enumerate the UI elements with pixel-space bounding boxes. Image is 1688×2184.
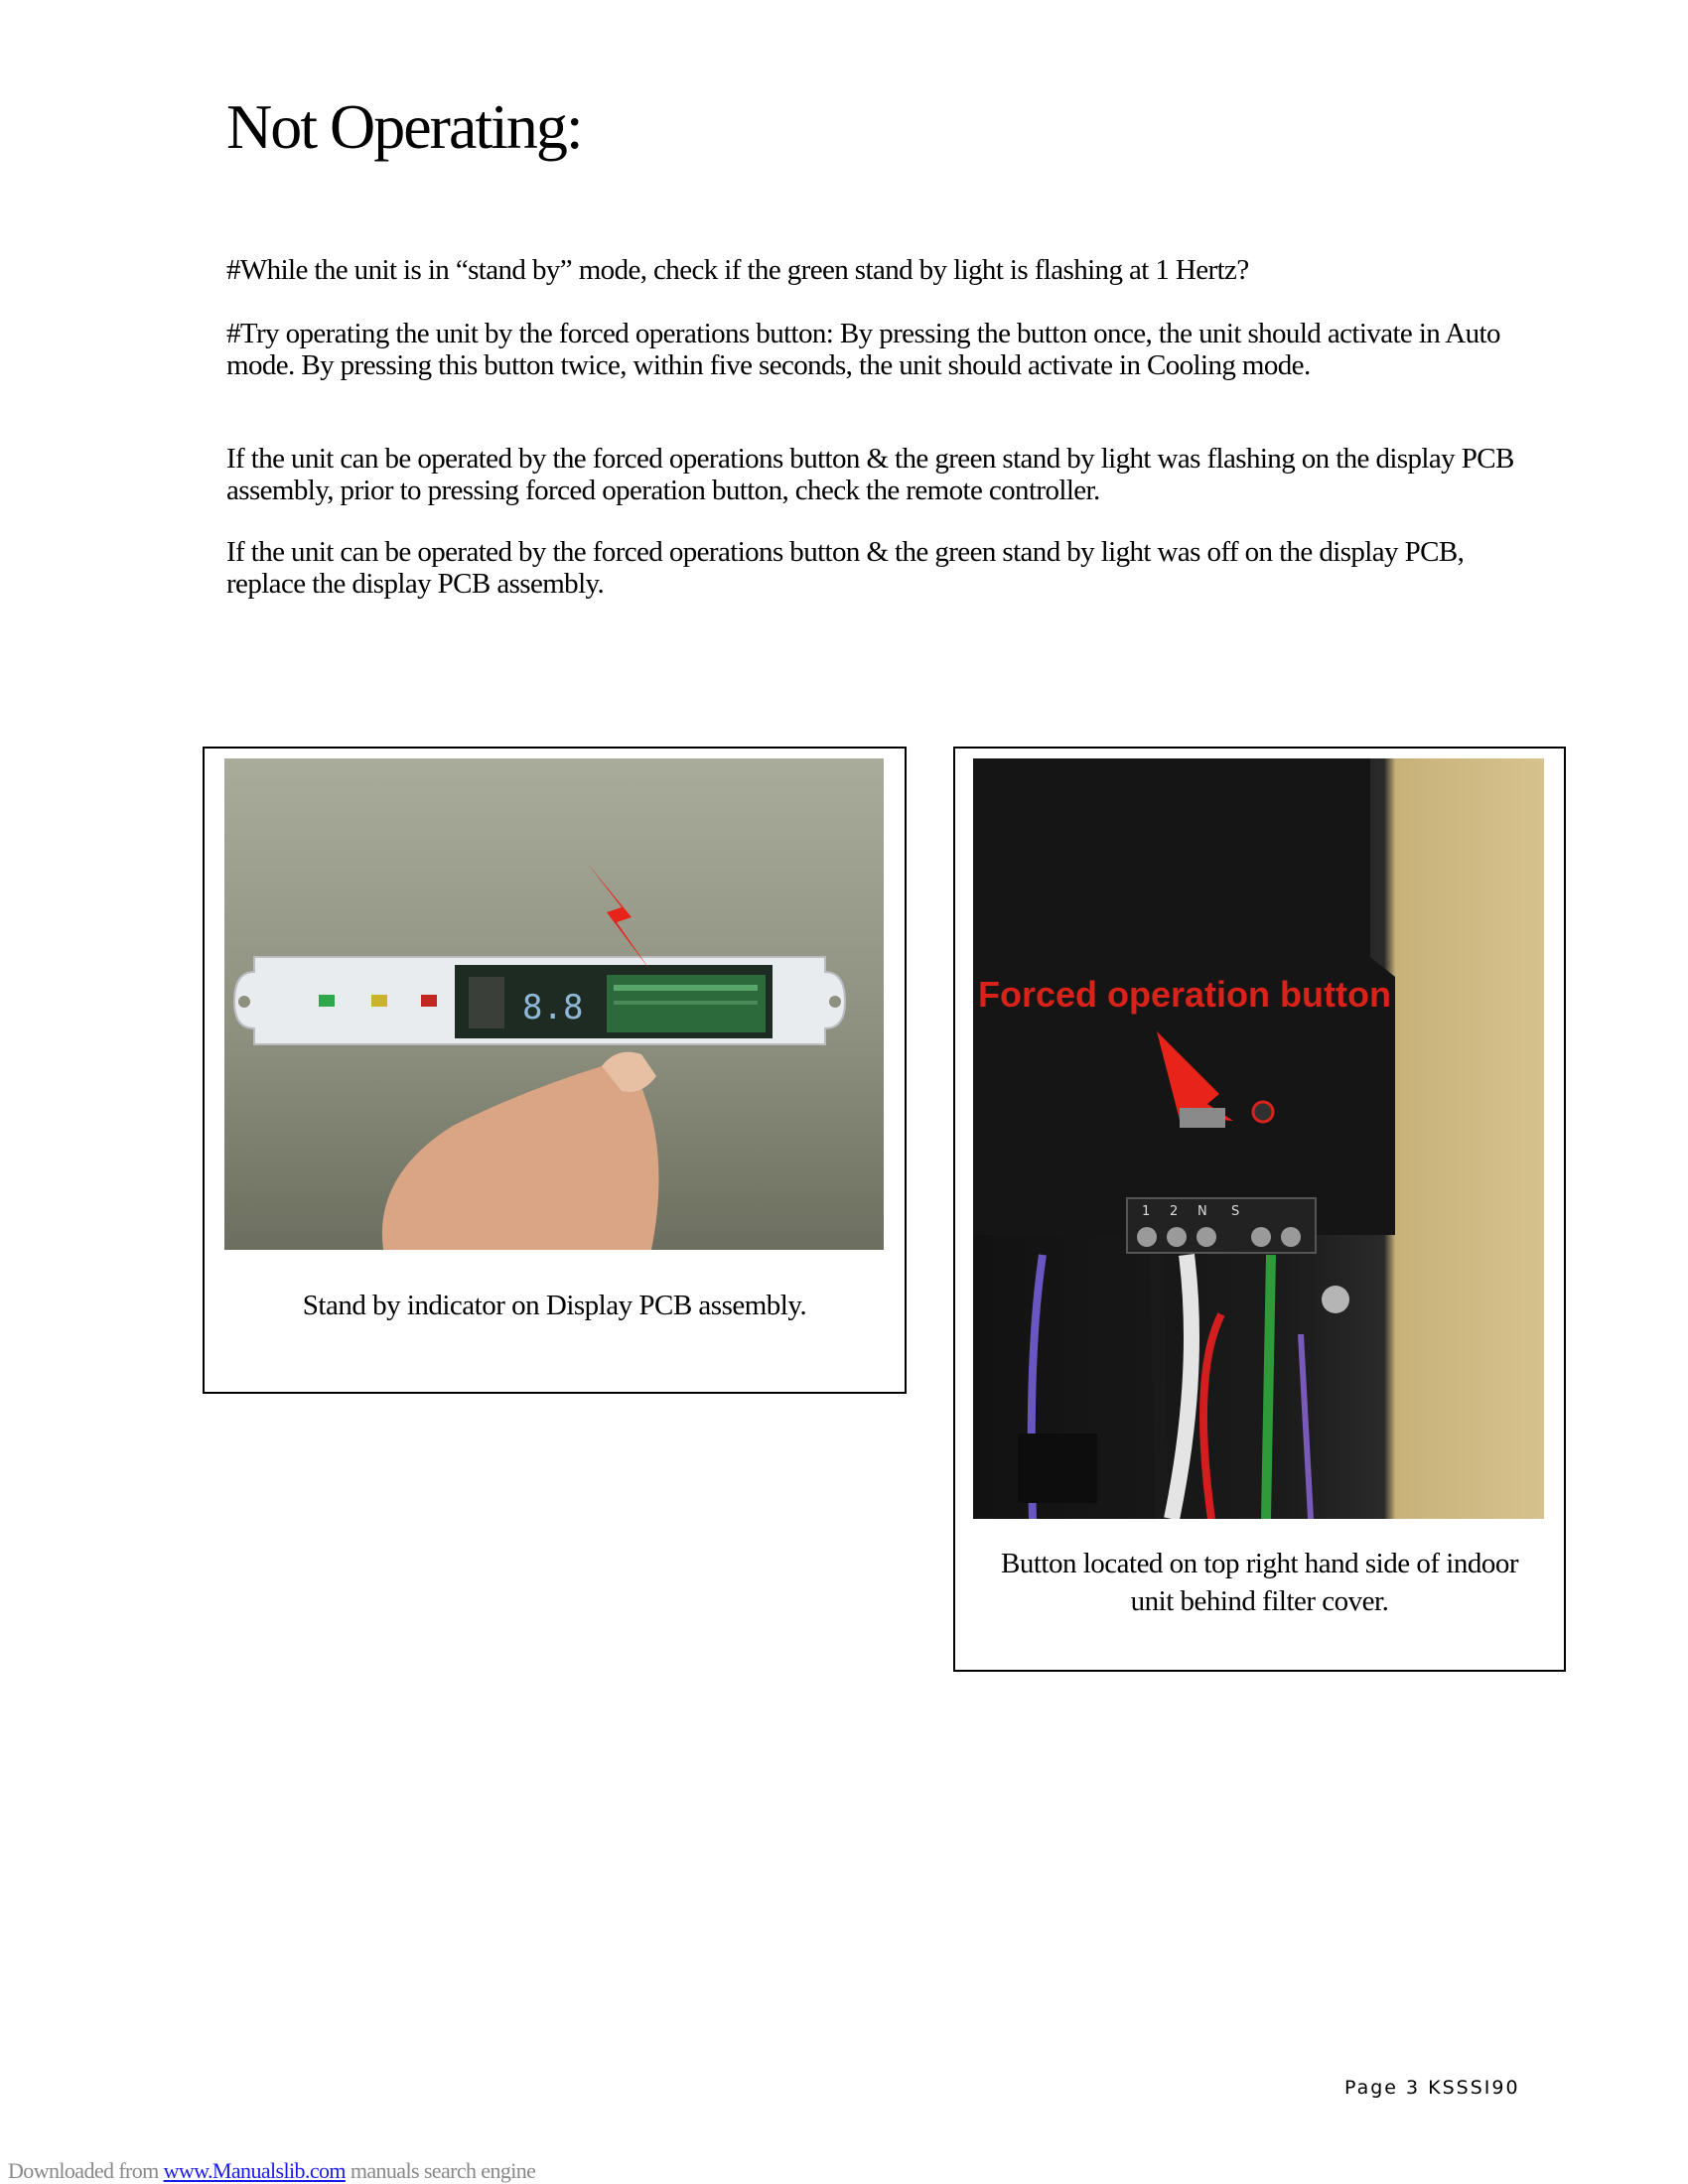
page-number: Page 3 KSSSI90 [1344,2077,1520,2099]
forced-operation-button [1253,1102,1273,1122]
footer-prefix: Downloaded from [8,2158,159,2183]
terminal-label: N [1197,1204,1207,1219]
download-footer [8,2158,535,2184]
page-title: Not Operating: [226,91,582,162]
led-red [421,995,437,1007]
terminal-label: 2 [1170,1204,1179,1219]
seven-segment-readout: 8.8 [522,988,584,1027]
terminal-label: 1 [1142,1204,1151,1219]
figure-display-pcb [203,747,907,1394]
terminal-label: S [1231,1204,1240,1219]
display-pcb-illustration [224,758,884,1250]
forced-operation-photo [973,758,1544,1519]
terminal-screw [1251,1227,1271,1247]
terminal-screw [1137,1227,1157,1247]
terminal-screw [1167,1227,1187,1247]
footer-suffix: manuals search engine [350,2158,536,2183]
terminal-screw [1196,1227,1216,1247]
pcb-trace [614,985,758,991]
wire-green [1266,1255,1271,1519]
mounting-hole-right [829,996,841,1008]
manualslib-link[interactable]: www.Manualslib.com [163,2158,346,2183]
indoor-unit-illustration [973,758,1544,1519]
pcb-trace [614,1001,758,1005]
figure-forced-operation-button [953,747,1566,1672]
figure-caption: Button located on top right hand side of indoor unit behind filter cover. [1001,1548,1518,1617]
hand [382,1064,659,1251]
paragraph-standby-check: #While the unit is in “stand by” mode, check if the green stand by light is flashing at 1 Hertz? [226,254,1249,286]
red-arrow [587,863,651,972]
ground-screw [1322,1286,1349,1313]
receiver-module [469,977,504,1028]
forced-operation-label: Forced operation button [978,974,1391,1015]
led-green [319,995,335,1007]
display-pcb-photo [224,758,884,1250]
mounting-hole-left [238,996,250,1008]
connector [1018,1433,1097,1503]
paragraph-check-remote: If the unit can be operated by the forced operations button & the green stand by light was flashing on the display PCB assembly, prior to pressing forced operation button, check the remote controller. [226,443,1514,506]
wire-black [1157,1255,1162,1519]
led-yellow [371,995,387,1007]
figure-caption: Stand by indicator on Display PCB assembly. [302,1290,807,1321]
terminal-screw [1281,1227,1301,1247]
wire-purple [1301,1334,1311,1519]
wire-red [1203,1314,1221,1519]
paragraph-forced-operation: #Try operating the unit by the forced operations button: By pressing the button once, the unit should activate in Auto mode. By pressing this button twice, within five seconds, the unit should activate in Cooling mode. [226,318,1500,381]
paragraph-replace-pcb: If the unit can be operated by the forced operations button & the green stand by light was off on the display PCB, replace the display PCB assembly. [226,536,1465,600]
switch-window [1180,1108,1225,1128]
wire-white [1172,1255,1192,1519]
